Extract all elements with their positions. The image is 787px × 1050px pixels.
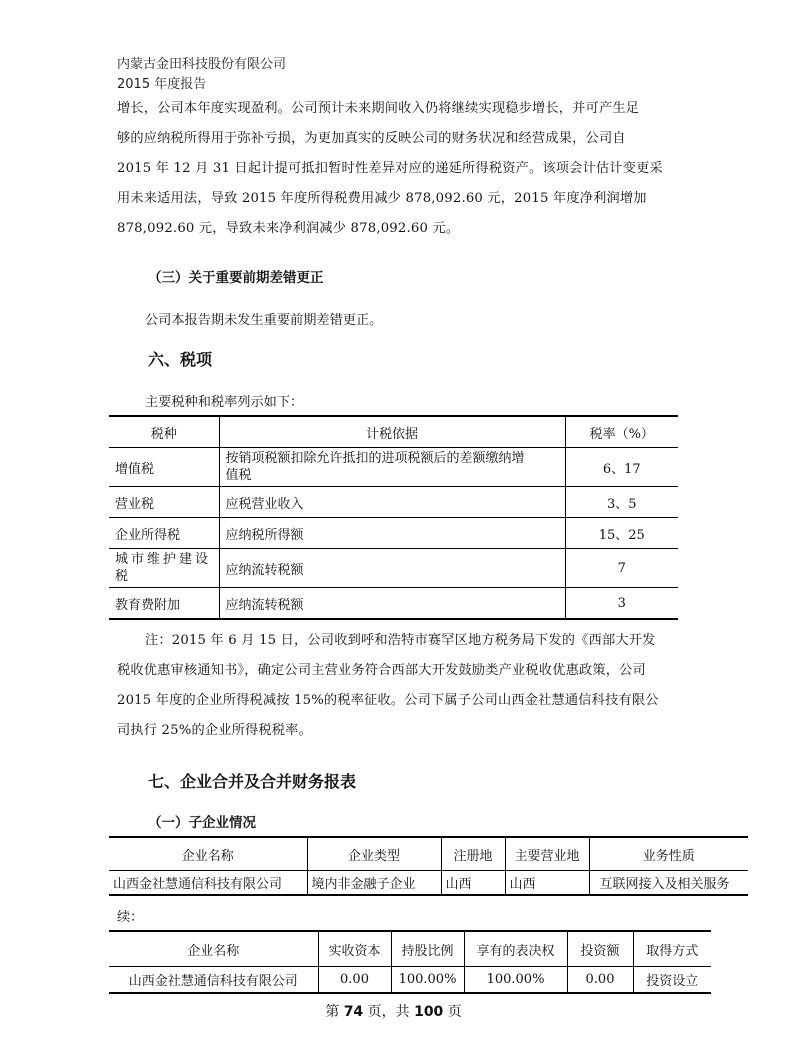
tax-rate: 6、17	[565, 448, 678, 487]
section3-text: 公司本报告期未发生重要前期差错更正。	[145, 313, 383, 328]
col-header: 取得方式	[633, 931, 711, 967]
cell: 100.00%	[464, 967, 567, 994]
cell: 山西金社慧通信科技有限公司	[113, 877, 283, 892]
tax-basis-line: 按销项税额扣除允许抵扣的进项税额后的差额缴纳增	[225, 451, 525, 466]
tax-type	[109, 549, 219, 588]
col-header: 投资额	[567, 931, 633, 967]
cell: 境内非金融子企业	[307, 871, 441, 896]
intro-line: 878,092.60 元，导致未来净利润减少 878,092.60 元。	[117, 221, 460, 236]
col-header: 注册地	[441, 837, 505, 871]
header-report: 2015 年度报告	[117, 77, 207, 92]
note-line: 注：2015 年 6 月 15 日，公司收到呼和浩特市赛罕区地方税务局下发的《西部大开发	[145, 633, 656, 648]
col-header: 实收资本	[318, 931, 391, 967]
tax-basis: 应税营业收入	[219, 487, 565, 518]
table-row	[109, 967, 711, 994]
table-row	[109, 487, 678, 518]
col-header: 企业名称	[109, 931, 318, 967]
tax-basis: 应纳税所得额	[219, 518, 565, 549]
tax-basis: 应纳流转税额	[219, 549, 565, 588]
tax-table	[109, 415, 678, 620]
cell: 山西	[441, 871, 505, 896]
subsidiary-table	[109, 836, 748, 896]
section3-title: （三）关于重要前期差错更正	[148, 270, 324, 286]
intro-line: 2015 年 12 月 31 日起计提可抵扣暂时性差异对应的递延所得税资产。该项会计估计变更采	[117, 161, 663, 176]
col-header-basis: 计税依据	[219, 416, 565, 448]
table-row	[109, 518, 678, 549]
consolidation-title: 七、企业合并及合并财务报表	[148, 772, 357, 791]
tax-intro: 主要税种和税率列示如下：	[145, 395, 304, 410]
table-row	[109, 448, 678, 487]
tax-type: 增值税	[109, 448, 219, 487]
tax-type: 教育费附加	[109, 588, 219, 620]
cell: 互联网接入及相关服务	[589, 871, 748, 896]
tax-basis	[219, 448, 565, 487]
table-row	[109, 871, 748, 896]
intro-line: 用未来适用法，导致 2015 年度所得税费用减少 878,092.60 元，2015 年度净利润增加	[117, 191, 647, 206]
note-line: 司执行 25%的企业所得税税率。	[117, 723, 312, 738]
tax-type: 企业所得税	[109, 518, 219, 549]
tax-type-line: 城市维护建设	[115, 552, 212, 567]
col-header: 业务性质	[589, 837, 748, 871]
tax-basis-line: 值税	[225, 468, 252, 483]
table-row	[109, 549, 678, 588]
col-header: 企业名称	[109, 837, 307, 871]
cell: 投资设立	[633, 967, 711, 994]
tax-rate: 3、5	[565, 487, 678, 518]
tax-note	[117, 626, 673, 746]
footer-prefix: 第	[325, 1004, 344, 1020]
tax-basis: 应纳流转税额	[219, 588, 565, 620]
intro-paragraph	[117, 94, 673, 244]
cell: 100.00%	[391, 967, 464, 994]
tax-table-header	[109, 416, 678, 448]
header-company: 内蒙古金田科技股份有限公司	[117, 57, 287, 72]
page-footer	[0, 1001, 787, 1021]
tax-rate: 7	[565, 549, 678, 588]
subsidiary-table-header	[109, 837, 748, 871]
col-header: 持股比例	[391, 931, 464, 967]
cell: 山西	[505, 871, 589, 896]
tax-rate: 3	[565, 588, 678, 620]
page-total: 100	[414, 1004, 444, 1020]
intro-line: 增长，公司本年度实现盈利。公司预计未来期间收入仍将继续实现稳步增长，并可产生足	[117, 101, 640, 116]
col-header: 享有的表决权	[464, 931, 567, 967]
subsidiary-table-continued	[109, 930, 711, 994]
tax-type-line: 税	[115, 569, 129, 584]
col-header: 主要营业地	[505, 837, 589, 871]
table-row	[109, 588, 678, 620]
note-line: 2015 年度的企业所得税减按 15%的税率征收。公司下属子公司山西金社慧通信科技有限公	[117, 693, 659, 708]
tax-type: 营业税	[109, 487, 219, 518]
subsidiary-table-continued-header	[109, 931, 711, 967]
col-header-tax-type: 税种	[109, 416, 219, 448]
intro-line: 够的应纳税所得用于弥补亏损，为更加真实的反映公司的财务状况和经营成果，公司自	[117, 131, 626, 146]
footer-mid: 页，共	[363, 1004, 415, 1020]
page-number: 74	[343, 1004, 364, 1020]
footer-suffix: 页	[443, 1004, 462, 1020]
col-header: 企业类型	[307, 837, 441, 871]
cell: 0.00	[567, 967, 633, 994]
cell: 山西金社慧通信科技有限公司	[128, 974, 298, 989]
continued-label: 续：	[117, 910, 144, 925]
tax-rate: 15、25	[565, 518, 678, 549]
col-header-rate: 税率（%）	[565, 416, 678, 448]
subsidiary-subtitle: （一）子企业情况	[148, 815, 256, 831]
note-line: 税收优惠审核通知书》，确定公司主营业务符合西部大开发鼓励类产业税收优惠政策，公司	[117, 663, 646, 678]
tax-section-title: 六、税项	[148, 350, 213, 369]
cell: 0.00	[318, 967, 391, 994]
